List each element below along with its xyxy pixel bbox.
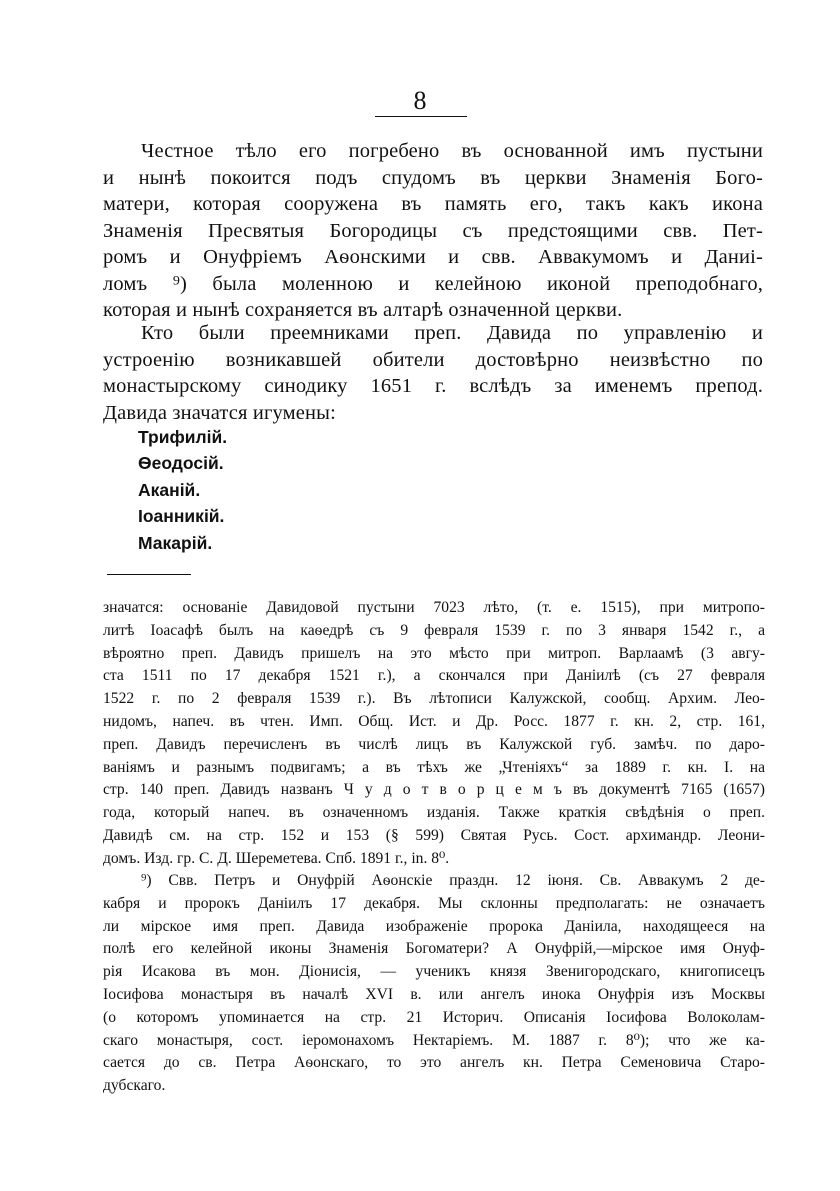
footnote-line: полѣ его келейной иконы Знаменія Богоматери? А Онуфрій,—мірское имя Онуф- [103,940,765,958]
text-line: Знаменія Пресвятыя Богородицы съ предстоящими свв. Пет- [103,219,763,242]
hegumen-name: Ѳеодосій. [138,453,224,474]
footnote-line: значатся: основаніе Давидовой пустыни 7023 лѣто, (т. е. 1515), при митропо- [103,599,765,616]
paragraph-successors [103,320,763,426]
footnote-line: нидомъ, напеч. въ чтен. Имп. Общ. Ист. и Др. Росс. 1877 г. кн. 2, стр. 161, [103,712,765,730]
hegumen-list [138,424,227,556]
footnote-line: стр. 140 преп. Давидъ названъ Ч у д о т в о р ц е м ъ въ документѣ 7165 (1657) [103,781,765,799]
footnote-line: Іосифова монастыря въ началѣ XVI в. или ангелъ инока Онуфрія изъ Москвы [103,985,765,1003]
text-line: монастырскому синодику 1651 г. вслѣдъ за именемъ препод. [103,375,763,397]
footnote-line: ⁹) Свв. Петръ и Онуфрій Аѳонскіе праздн. 12 іюня. Св. Аввакумъ 2 де- [141,872,765,889]
text-line: Давида значатся игумены: [103,401,336,424]
footnote-line: вѣроятно преп. Давидъ пришелъ на это мѣсто при митроп. Варлаамѣ (3 авгу- [103,644,765,662]
hegumen-name: Іоанникій. [138,506,225,527]
text-line: и нынѣ покоится подъ спудомъ въ церкви Знаменія Бого- [103,166,763,189]
hegumen-name: Аканій. [138,479,201,500]
footnote-line: Давидѣ см. на стр. 152 и 153 (§ 599) Святая Русь. Сост. архимандр. Леони- [103,826,765,844]
text-line: устроенію возникавшей обители достовѣрно неизвѣстно по [103,348,763,371]
footnote-line: (о которомъ упоминается на стр. 21 Историч. Описанія Іосифова Волоколам- [103,1008,765,1026]
text-line: матери, которая сооружена въ память его, такъ какъ икона [103,193,763,215]
footnote-line: 1522 г. по 2 февраля 1539 г.). Въ лѣтописи Калужской, сообщ. Архим. Лео- [103,690,765,708]
page-number: 8 [413,86,427,115]
text-line: Кто были преемниками преп. Давида по управленію и [141,322,763,344]
footnote-line: года, который напеч. въ означенномъ изданія. Также краткія свѣдѣнія о преп. [103,804,765,822]
footnote-line: скаго монастыря, сост. іеромонахомъ Нектаріемъ. М. 1887 г. 8⁰); что же ка- [103,1031,765,1049]
footnote-line: кабря и пророкъ Даніилъ 17 декабря. Мы склонны предполагать: не означаетъ [103,894,765,912]
hegumen-name: Трифилій. [138,427,228,447]
text-line: Честное тѣло его погребено въ основанной имъ пустыни [141,140,763,162]
footnote-line: ваніямъ и разнымъ подвигамъ; а въ тѣхъ же „Чтеніяхъ“ за 1889 г. кн. I. на [103,758,765,776]
footnote-line: литѣ Іоасафѣ былъ на каѳедрѣ съ 9 февраля 1539 г. по 3 января 1542 г., а [103,621,765,639]
footnote-continued [103,597,765,871]
hegumen-name: Макарій. [138,532,213,553]
footnote-line: сается до св. Петра Аѳонскаго, то это ангелъ кн. Петра Семеновича Старо- [103,1054,765,1072]
text-line: которая и нынѣ сохраняется въ алтарѣ означенной церкви. [103,299,623,321]
footnote-line: ли мірское имя преп. Давида изображеніе пророка Даніила, находящееся на [103,917,765,935]
text-line: ромъ и Онуфріемъ Аѳонскими и свв. Аввакумомъ и Даниі- [103,246,763,268]
footnote-line: дубскаго. [103,1077,166,1095]
footnote-line: домъ. Изд. гр. С. Д. Шереметева. Спб. 1891 г., in. 8⁰. [103,849,450,867]
paragraph-burial [103,138,763,324]
footnote-rule [107,574,191,575]
header-rule [375,116,467,117]
footnote-9 [103,870,765,1098]
footnote-line: преп. Давидъ перечисленъ въ числѣ лицъ въ Калужской губ. замѣч. по даро- [103,735,765,753]
footnote-line: ста 1511 по 17 декабря 1521 г.), а скончался при Даніилѣ (съ 27 февраля [103,667,765,685]
text-line: ломъ ⁹) была моленною и келейною иконой преподобнаго, [103,272,763,295]
footnote-line: рія Исакова въ мон. Діонисія, — ученикъ князя Звенигородскаго, книгописецъ [103,963,765,981]
